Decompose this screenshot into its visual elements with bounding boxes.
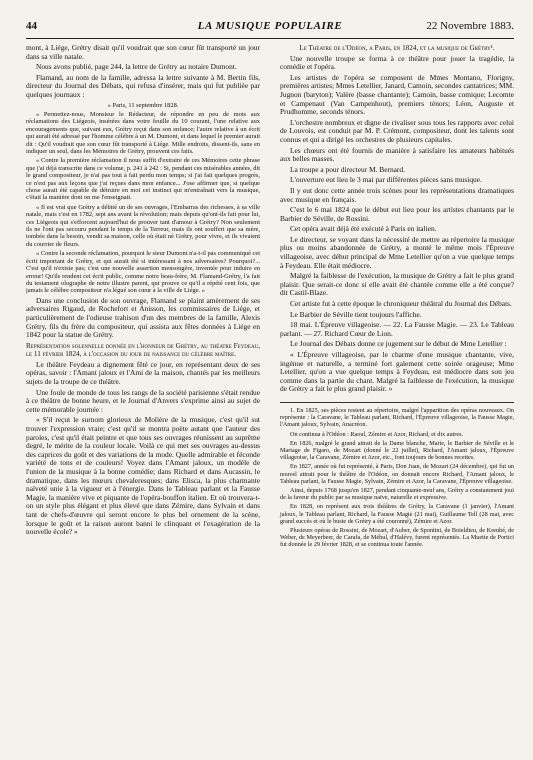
paragraph: Il y eut donc cette année trois scènes pour les représentations dramatiques avec musique en français.: [280, 185, 514, 204]
letter-paragraph: « Contre la première réclamation il nous suffit d'extraire de ces Mémoires cette phrase que j'ai déjà transcrite dans ce volume, p. 241 à 242 : Si, pendant ces misérables années, dit le grand compositeur, je n'ai pas tout à fait perdu mon temps; si j'ai fait quelques progrès, ce n'est pas aux leçons que j'ai reçues dans mon enfance... J'ose affirmer que, si quelque chose aurait été capable de détruire en moi cet instinct qui m'entraînait vers la musique, c'était la manière dont on me l'enseignait.: [26, 157, 260, 202]
quote-paragraph: « L'Épreuve villageoise, par le charme d'une musique chantante, vive, ingénue et naturelle, a terminé fort galement cette soirée orageuse; Mme Letellier, qu'on a vue quelque temps à Feydeau, est médiocre dans son jeu comme dans la partie du chant. Malgré la faiblesse de l'exécution, la musique de Grétry a fait le plus grand plaisir. »: [280, 350, 514, 394]
footnote: On continua à l'Odéon : Raoul, Zémire et Azor, Richard, et dix autres.: [290, 430, 464, 438]
paragraph: Les artistes de l'opéra se composent de Mmes Montano, Florigny, premières artistes; Mmes Letellier, Janard, Camoin, secondes cantatrices; MM. Jugnon (baryton); Valère (basse chantante); Camoin, basse comique; Lecomte et Campenaut (Van Campenhout), premiers ténors; Léon, Auguste et Prudhomme, seconds ténors.: [280, 72, 514, 117]
paragraph: Le directeur, se voyant dans la nécessité de mettre au répertoire la musique plus ou moins abandonnée de Grétry, a monté le même mois l'Épreuve villageoise, avec début principal de Mme Letellier qu'on a vue quelque temps à Feydeau. Elle était médiocre.: [280, 234, 514, 270]
two-column-body: [26, 44, 514, 551]
right-column: [280, 44, 514, 551]
footnote: 1. En 1825, ses pièces restent au répertoire, malgré l'apparition des opéras nouveaux. On représente : la Caravane, le Tableau parlant, Richard, l'Épreuve villageoise, la Fausse Magie, l'Amant jaloux, Sylvain, Anacréon.: [280, 406, 514, 429]
newspaper-page: [26, 20, 514, 750]
letter-paragraph: « Contre la seconde réclamation, pourquoi le sieur Dumont n'a-t-il pas communiqué cet écrit important de Grétry, et qui aurait été si intéressant à nos adversaires? Pourquoi?... C'est qu'il n'existe pas; c'est une nouvelle assertion mensongère, inventée pour induire en erreur! Qu'ils rendent cet écrit public, comme notre beau-frère, M. Flamand-Grétry, l'a fait du testament olographe de notre illustre parent, qui prouve ce qu'il a répété cent fois, que jamais le célèbre compositeur n'a légué son cœur à la ville de Liége. »: [26, 250, 260, 295]
footnote: En 1826, malgré le grand attrait de la Dame blanche, Marie, le Barbier de Séville et le Mariage de Figaro, de Mozart (donné le 22 juillet), Richard, l'Amant jaloux, l'Épreuve villageoise, la Caravane, Zémire et Azor, etc., font toujours de bonnes recettes.: [280, 439, 514, 462]
paragraph: Une nouvelle troupe se forma à ce théâtre pour jouer la tragédie, la comédie et l'opéra.: [280, 53, 514, 72]
paragraph: mont, à Liége, Grétry disait qu'il voudrait que son cœur fût transporté un jour dans sa ville natale.: [26, 43, 260, 61]
paragraph: L'ouverture eut lieu le 3 mai par différentes pièces sans musique.: [290, 175, 482, 185]
footnote: En 1827, année où fut représenté, à Paris, Don Juan, de Mozart (24 décembre), qui fut un nouvel attrait pour le théâtre de l'Odéon, on donnait encore Richard, l'Amant jaloux, le Tableau parlant, la Fausse Magie, Sylvain, Zémire et Azor, la Caravane, l'Épreuve villageoise.: [280, 463, 514, 485]
paragraph: C'est le 6 mai 1824 que le début eut lieu pour les artistes chantants par le Barbier de Séville, de Rossini.: [280, 205, 514, 223]
journal-title: LA MUSIQUE POPULAIRE: [197, 20, 343, 32]
issue-date: 22 Novembre 1883.: [426, 20, 514, 32]
header-rule: [26, 38, 514, 39]
letter-date: « Paris, 11 septembre 1828.: [107, 101, 179, 109]
paragraph: Flamand, au nom de la famille, adressa la lettre suivante à M. Bertin fils, directeur du Journal des Débats, qui refusa d'insérer, mais qui fut publiée par quelques journaux :: [26, 72, 260, 99]
quote-paragraph: « S'il reçut le surnom glorieux de Molière de la musique, c'est qu'il sut trouver l'expression vraie; c'est qu'il se montra poète autant que l'auteur des paroles, c'est qu'il était peintre et que tous ses ouvrages réunissent au suprême degré, le mérite de la couleur locale. Voilà ce qui met ses ouvrages au-dessus des caprices du goût et des variations de la mode. Quelle admirable et féconde variété de tons et de couleurs! Voyez dans l'Amant jaloux, un modèle de l'union de la musique à la bonne comédie; dans Richard et dans Aucassin, le dramatique, dans les mœurs chevaleresques; dans Elisca, la plus charmante naïveté unie à la vigueur et à l'énergie. Dans le Tableau parlant et la Fausse Magie, la manière vive et piquante de l'opéra-bouffon italien. Et où trouvera-t-on un style plus élégant et plus élevé que dans Zémire, dans Sylvain et dans tant de chefs-d'œuvre qui seront encore le plus bel ornement de la scène, lorsque le goût et la raison auront banni le clinquant et l'exagération de la nouvelle école? »: [26, 415, 260, 537]
paragraph: La troupe a pour directeur M. Bernard.: [290, 164, 405, 174]
footnote: Plusieurs opéras de Rossini, de Mozart, d'Auber, de Spontini, de Boieldieu, de Kreubé, de Weber, de Meyerbeer, de Carafa, de Méhul, d'Halévy, furent représentés. La Muette de Portici fut donnée le 29 février 1828, et se continua toute l'année.: [280, 527, 514, 549]
letter-paragraph: « Permettez-nous, Monsieur le Rédacteur, de répondre en peu de mots aux réclamations des Liégeois, insérées dans votre feuille du 10 courant, l'une relative aux encouragements que, suivant eux, Grétry reçut dans son enfance; l'autre relative à un écrit qui aurait été adressé par l'homme célèbre à un M. Dumont, et dans lequel le premier aurait dit : Qu'il voudrait que son cœur fût transporté à Liége. Mille endroits, dissent-ils, sans en indiquer un seul, dans les Mémoires de Grétry, prouvent ces faits.: [26, 110, 260, 155]
paragraph: Le Barbier de Séville tient toujours l'affiche.: [290, 309, 422, 319]
footnote: En 1828, on représent aux trois théâtres de Grétry, la Caravane (1 janvier), l'Amant jaloux, le Tableau parlant, Richard, la Fausse Magie (21 mai), Guillaume Tell (28 mai, avec grand succès et où le buste de Grétry a été couronné), Zémire et Azor.: [280, 503, 514, 525]
section-heading: Le Théatre de l'Odéon, a Paris, en 1824, et la musique de Grétry¹.: [299, 44, 495, 52]
left-column: [26, 44, 260, 551]
paragraph: Malgré la faiblesse de l'exécution, la musique de Grétry a fait le plus grand plaisir. Que serait-ce donc si elle avait été chantée comme elle a été conçue? dit Castil-Blaze.: [280, 271, 514, 298]
footnote: Ainsi, depuis 1768 jusqu'en 1827, pendant cinquante-neuf ans, Grétry a constamment joui de la faveur du public par sa musique naïve, naturelle et expressive.: [280, 487, 514, 502]
paragraph: Les chœurs ont été fournis de manière à satisfaire les amateurs habitués aux belles masses.: [280, 145, 514, 164]
section-heading: Représentation solennelle donnée en l'honneur de Grétry, au théatre Feydeau, le 11 février 1824, à l'occasion du jour de naissance du célèbre maître.: [26, 341, 260, 359]
paragraph: Le théâtre Feydeau a dignement fêté ce jour, en représentant deux de ses opéras, savoir : l'Amant jaloux et l'Ami de la maison, chantés par les meilleurs sujets de la troupe de ce théâtre.: [26, 359, 260, 387]
page-header: [26, 20, 514, 38]
paragraph: Cet opéra avait déjà été exécuté à Paris en italien.: [290, 224, 437, 234]
paragraph: Nous avons publié, page 244, la lettre de Grétry au notaire Dumont.: [36, 62, 237, 72]
page-number: 44: [26, 20, 37, 32]
letter-paragraph: « Il est vrai que Grétry a débité un de ses ouvrages, l'Embarras des richesses, à sa ville natale, mais c'est en 1782, sept ans avant la révolution; mais depuis qu'ont-ils fait pour lui, ces Liégeois qui s'efforcent aujourd'hui de prouver tant d'amour à Grétry? Non seulement ils ne l'ont pas secouru pendant le temps de la Terreur, mais ils ont souffert que sa mère, tombée dans la besoin, vendit sa maison, celle où était né Grétry, pour vivre, et ils vivaient du courrier de fleurs.: [26, 203, 260, 248]
paragraph: Le Journal des Débats donne ce jugement sur le début de Mme Letellier :: [290, 339, 507, 349]
paragraph: Une foule de monde de tous les rangs de la société parisienne s'était rendue à ce théâtre de bonne heure, et le Journal d'Anvers s'exprime ainsi au sujet de cette mémorable journée :: [26, 387, 260, 414]
paragraph: Cet artiste fut à cette époque le chroniqueur théâtral du Journal des Débats.: [290, 299, 512, 309]
paragraph: 18 mai. L'Épreuve villageoise. — 22. La Fausse Magie. — 23. Le Tableau parlant. — 27. Richard Cœur de Lion.: [280, 320, 514, 338]
footnotes: [280, 402, 514, 549]
paragraph: L'orchestre nombreux et digne de rivaliser sous tous les rapports avec celui de Louvois, est conduit par M. P. Crémont, compositeur, dont les talents sont connus et qui a dirigé les orchestres de plusieurs capitales.: [280, 117, 514, 144]
paragraph: Dans une conclusion de son ouvrage, Flamand se plaint amèrement de ses adversaires Rigaud, de Rochefort et Anisson, les commissaires de Liége, et particulièrement de l'odieuse trahison d'un des membres de la famille, Alexis Grétry, fils du frère du compositeur, qui assista aux fêtes données à Liége en 1842 pour la statue de Grétry.: [26, 295, 260, 340]
